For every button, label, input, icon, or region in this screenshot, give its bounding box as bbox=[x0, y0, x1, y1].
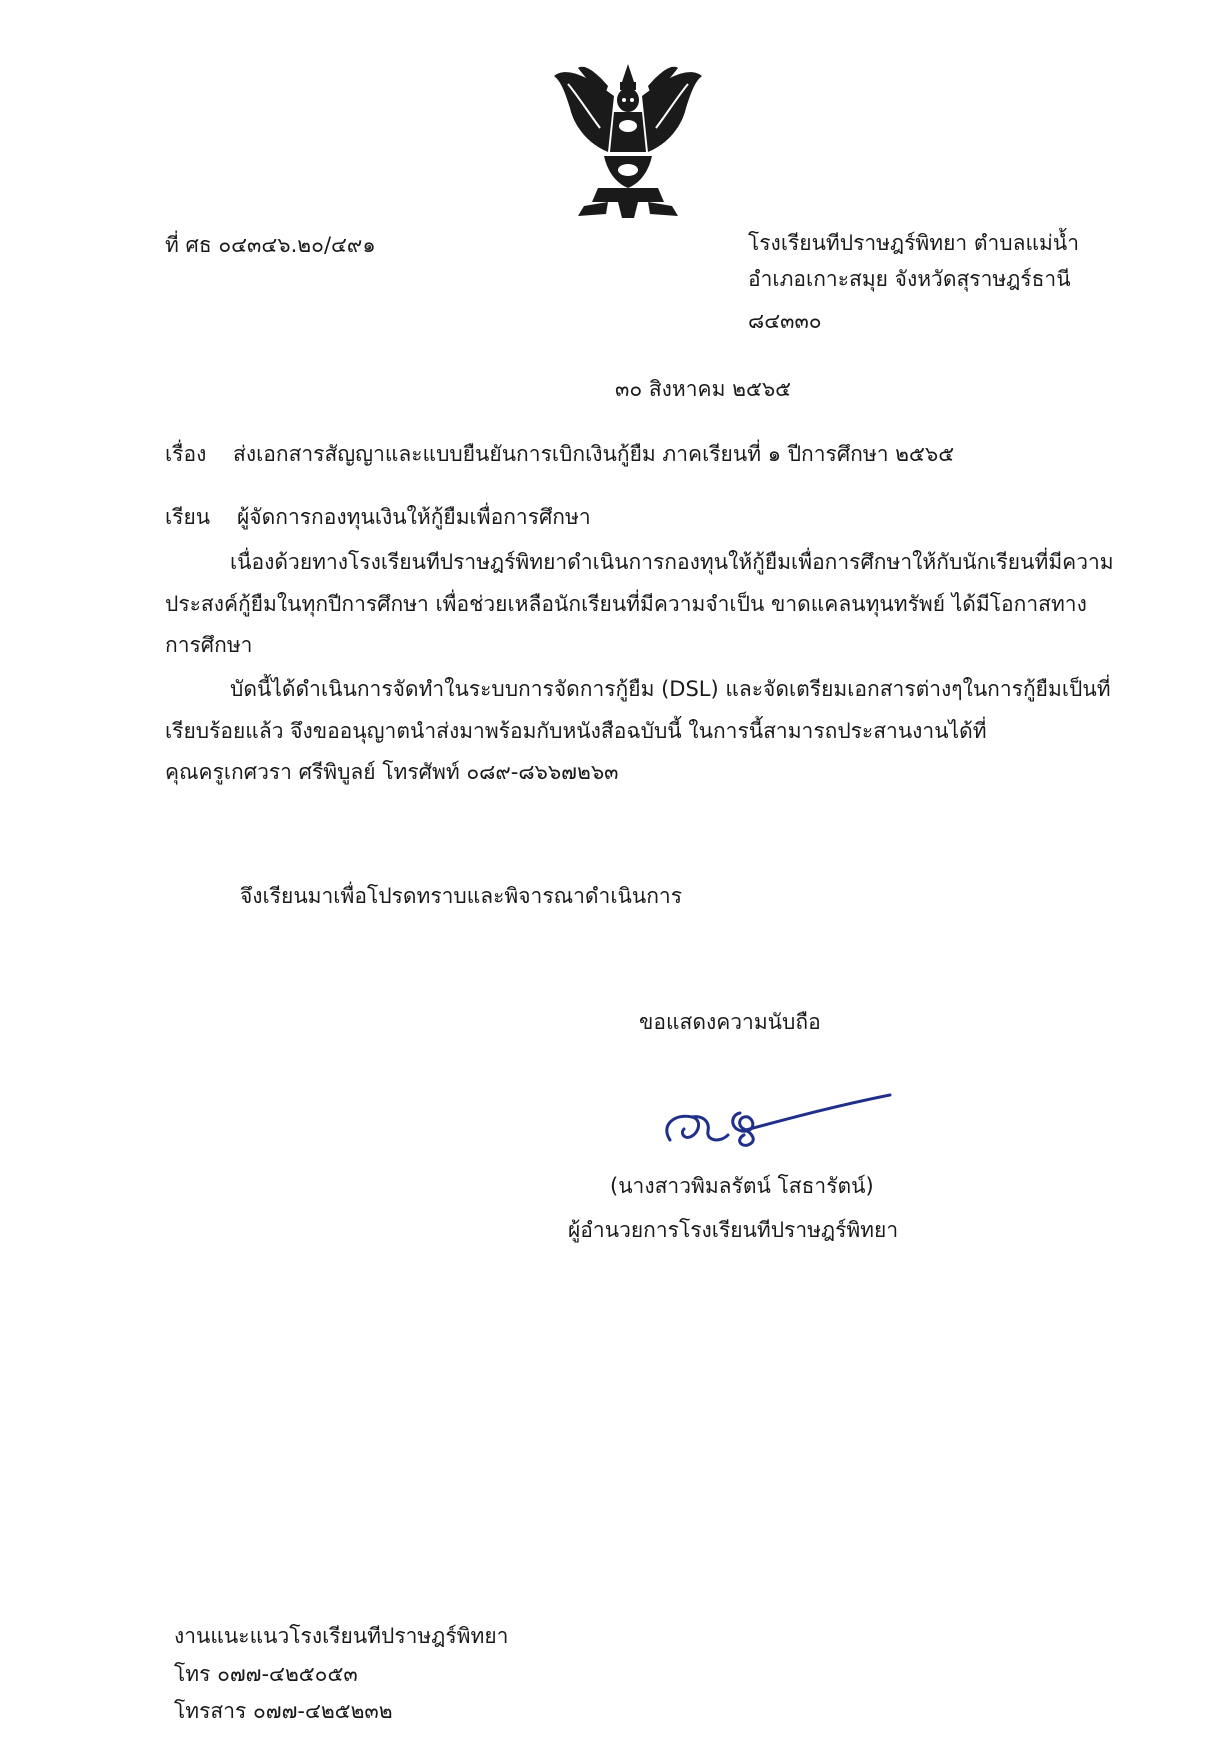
subject-label: เรื่อง bbox=[165, 442, 207, 466]
footer-department: งานแนะแนวโรงเรียนทีปราษฎร์พิทยา bbox=[174, 1624, 509, 1648]
body-paragraph-2-line-3: คุณครูเกศวรา ศรีพิบูลย์ โทรศัพท์ ๐๘๙-๘๖๖๗๒๖๓ bbox=[165, 760, 619, 784]
closing-request: จึงเรียนมาเพื่อโปรดทราบและพิจารณาดำเนินการ bbox=[240, 884, 682, 908]
sender-address-line-2: อำเภอเกาะสมุย จังหวัดสุราษฎร์ธานี bbox=[748, 267, 1071, 291]
subject-text: ส่งเอกสารสัญญาและแบบยืนยันการเบิกเงินกู้ยืม ภาคเรียนที่ ๑ ปีการศึกษา ๒๕๖๕ bbox=[233, 442, 955, 466]
body-paragraph-1-line-1: เนื่องด้วยทางโรงเรียนทีปราษฎร์พิทยาดำเนินการกองทุนให้กู้ยืมเพื่อการศึกษาให้กับนักเรียนที่มีความ bbox=[230, 550, 1114, 574]
letter-date: ๓๐ สิงหาคม ๒๕๖๕ bbox=[615, 377, 792, 401]
sender-postcode: ๘๔๓๓๐ bbox=[748, 309, 822, 333]
footer-telephone: โทร ๐๗๗-๔๒๕๐๕๓ bbox=[174, 1662, 358, 1686]
recipient-label: เรียน bbox=[165, 505, 211, 529]
body-paragraph-2-line-1: บัดนี้ได้ดำเนินการจัดทำในระบบการจัดการกู้ยืม (DSL) และจัดเตรียมเอกสารต่างๆในการกู้ยืมเป็นที่ bbox=[230, 677, 1111, 701]
signer-name: (นางสาวพิมลรัตน์ โสธารัตน์) bbox=[610, 1174, 874, 1198]
body-paragraph-1-line-2: ประสงค์กู้ยืมในทุกปีการศึกษา เพื่อช่วยเหลือนักเรียนที่มีความจำเป็น ขาดแคลนทุนทรัพย์ ได้มีโอกาสทาง bbox=[165, 592, 1087, 616]
signer-title: ผู้อำนวยการโรงเรียนทีปราษฎร์พิทยา bbox=[568, 1218, 899, 1242]
reference-number: ที่ ศธ ๐๔๓๔๖.๒๐/๔๙๑ bbox=[165, 233, 376, 257]
garuda-emblem-icon bbox=[548, 56, 708, 221]
body-paragraph-1-line-3: การศึกษา bbox=[165, 633, 253, 657]
body-paragraph-2-line-2: เรียบร้อยแล้ว จึงขออนุญาตนำส่งมาพร้อมกับหนังสือฉบับนี้ ในการนี้สามารถประสานงานได้ที่ bbox=[165, 719, 987, 743]
recipient-text: ผู้จัดการกองทุนเงินให้กู้ยืมเพื่อการศึกษา bbox=[237, 505, 591, 529]
footer-fax: โทรสาร ๐๗๗-๔๒๕๒๓๒ bbox=[174, 1699, 393, 1723]
salutation: ขอแสดงความนับถือ bbox=[639, 1010, 821, 1034]
sender-address-line-1: โรงเรียนทีปราษฎร์พิทยา ตำบลแม่น้ำ bbox=[748, 231, 1080, 255]
handwritten-signature-icon bbox=[650, 1085, 900, 1165]
